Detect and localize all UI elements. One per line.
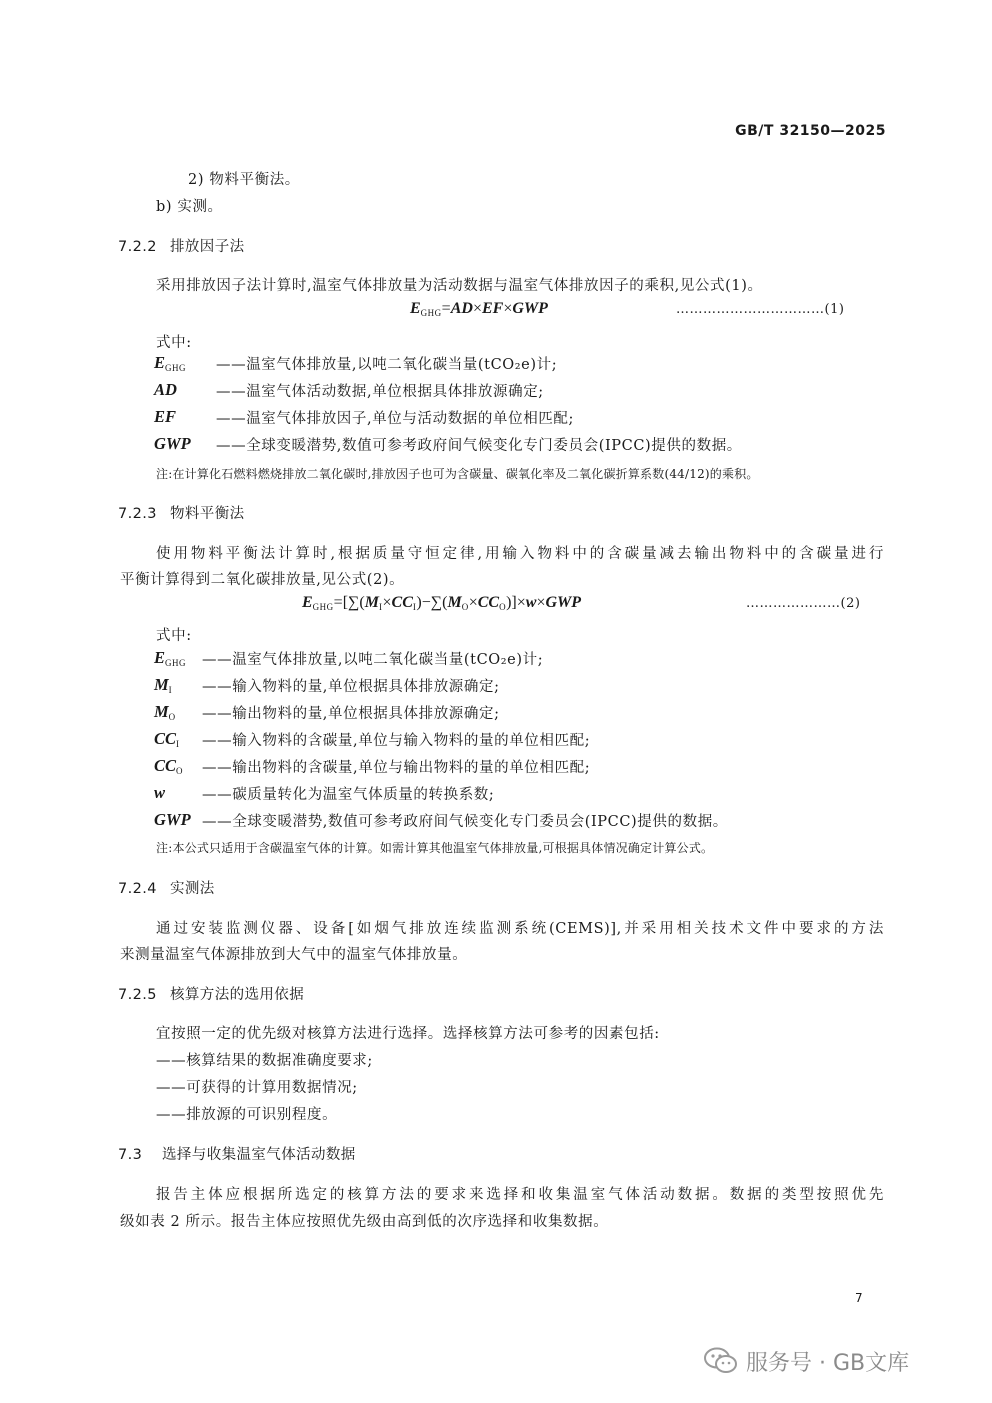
definition-text: ——全球变暖潜势,数值可参考政府间气候变化专门委员会(IPCC)提供的数据。	[202, 814, 728, 830]
definition-row	[154, 729, 591, 749]
paragraph-7-3-line2: 级如表 2 所示。报告主体应按照优先级由高到低的次序选择和收集数据。	[120, 1214, 609, 1230]
section-title: 排放因子法	[170, 239, 245, 255]
section-heading-7-2-2	[118, 235, 245, 256]
definition-row	[154, 810, 728, 830]
definition-symbol: EF	[154, 407, 177, 426]
definition-row	[154, 675, 500, 695]
definition-row	[154, 648, 544, 668]
section-number: 7.2.2	[118, 239, 157, 255]
definition-text: ——输入物料的含碳量,单位与输入物料的量的单位相匹配;	[202, 733, 591, 749]
list-item-b: b) 实测。	[156, 199, 223, 215]
section-title: 物料平衡法	[170, 506, 245, 522]
section-title: 实测法	[170, 881, 215, 897]
note-7-2-2: 注:在计算化石燃料燃烧排放二氧化碳时,排放因子也可为含碳量、碳氧化率及二氧化碳折算系数(44/12)的乘积。	[156, 467, 759, 481]
definition-symbol: $CC_O$	[154, 756, 184, 776]
definition-symbol: $CC_I$	[154, 729, 180, 749]
list-item: ——排放源的可识别程度。	[156, 1107, 338, 1123]
definition-row	[154, 353, 558, 373]
definition-row	[154, 756, 591, 776]
definition-symbol: $M_I$	[154, 675, 173, 695]
paragraph-7-2-3-line2: 平衡计算得到二氧化碳排放量,见公式(2)。	[120, 572, 405, 588]
definition-symbol: $E_{GHG}$	[154, 353, 187, 373]
list-item: ——可获得的计算用数据情况;	[156, 1080, 358, 1096]
definition-row	[154, 434, 742, 454]
definition-text: ——温室气体活动数据,单位根据具体排放源确定;	[216, 384, 544, 400]
formula-1: $E_{GHG}=AD\times EF\times GWP$	[410, 300, 548, 318]
paragraph-7-2-4-line1: 通过安装监测仪器、设备[如烟气排放连续监测系统(CEMS)],并采用相关技术文件中要求的方法	[156, 921, 884, 937]
page-number: 7	[855, 1291, 863, 1305]
list-item: ——核算结果的数据准确度要求;	[156, 1053, 373, 1069]
section-number: 7.3	[118, 1147, 143, 1163]
definition-symbol: $E_{GHG}$	[154, 648, 187, 668]
paragraph-7-2-2-intro: 采用排放因子法计算时,温室气体排放量为活动数据与温室气体排放因子的乘积,见公式(1)。	[156, 278, 763, 294]
watermark-text: 服务号 · GB文库	[746, 1351, 910, 1376]
formula-1-number: ……………………………(1)	[676, 302, 845, 317]
definition-row	[154, 380, 544, 400]
standard-number: GB/T 32150—2025	[735, 123, 886, 139]
definition-symbol: GWP	[154, 810, 191, 829]
paragraph-7-2-5-intro: 宜按照一定的优先级对核算方法进行选择。选择核算方法可参考的因素包括:	[156, 1026, 660, 1042]
definition-text: ——温室气体排放量,以吨二氧化碳当量(tCO₂e)计;	[216, 357, 558, 373]
section-heading-7-3	[118, 1143, 356, 1164]
definition-text: ——碳质量转化为温室气体质量的转换系数;	[202, 787, 495, 803]
definition-text: ——输入物料的量,单位根据具体排放源确定;	[202, 679, 500, 695]
formula-2-number: …………………(2)	[746, 596, 861, 611]
section-title: 核算方法的选用依据	[170, 987, 305, 1003]
watermark	[704, 1346, 909, 1381]
paragraph-7-2-3-line1: 使用物料平衡法计算时,根据质量守恒定律,用输入物料中的含碳量减去输出物料中的含碳量进行	[156, 546, 884, 562]
definition-text: ——输出物料的含碳量,单位与输出物料的量的单位相匹配;	[202, 760, 591, 776]
definition-text: ——温室气体排放因子,单位与活动数据的单位相匹配;	[216, 411, 574, 427]
paragraph-7-3-line1: 报告主体应根据所选定的核算方法的要求来选择和收集温室气体活动数据。数据的类型按照优先	[156, 1187, 884, 1203]
where-label: 式中:	[156, 628, 192, 644]
definition-row	[154, 783, 495, 803]
definition-symbol: GWP	[154, 434, 191, 453]
section-heading-7-2-4	[118, 877, 215, 898]
definition-symbol: AD	[154, 380, 177, 399]
definition-text: ——温室气体排放量,以吨二氧化碳当量(tCO₂e)计;	[202, 652, 544, 668]
definition-row	[154, 407, 574, 427]
definition-text: ——全球变暖潜势,数值可参考政府间气候变化专门委员会(IPCC)提供的数据。	[216, 438, 742, 454]
section-title: 选择与收集温室气体活动数据	[162, 1147, 356, 1163]
section-number: 7.2.4	[118, 881, 157, 897]
where-label: 式中:	[156, 335, 192, 351]
definition-symbol: w	[154, 783, 166, 802]
section-number: 7.2.3	[118, 506, 157, 522]
paragraph-7-2-4-line2: 来测量温室气体源排放到大气中的温室气体排放量。	[120, 947, 468, 963]
note-7-2-3: 注:本公式只适用于含碳温室气体的计算。如需计算其他温室气体排放量,可根据具体情况确定计算公式。	[156, 841, 714, 855]
formula-2: $E_{GHG}=[\sum(M_I\times CC_I)-\sum(M_O\times CC_O)]\times w\times GWP$	[302, 594, 582, 612]
section-heading-7-2-3	[118, 502, 245, 523]
list-item-2: 2) 物料平衡法。	[188, 172, 300, 188]
definition-text: ——输出物料的量,单位根据具体排放源确定;	[202, 706, 500, 722]
definition-row	[154, 702, 500, 722]
definition-symbol: $M_O$	[154, 702, 176, 722]
section-heading-7-2-5	[118, 983, 304, 1004]
wechat-icon	[704, 1347, 738, 1381]
section-number: 7.2.5	[118, 987, 157, 1003]
